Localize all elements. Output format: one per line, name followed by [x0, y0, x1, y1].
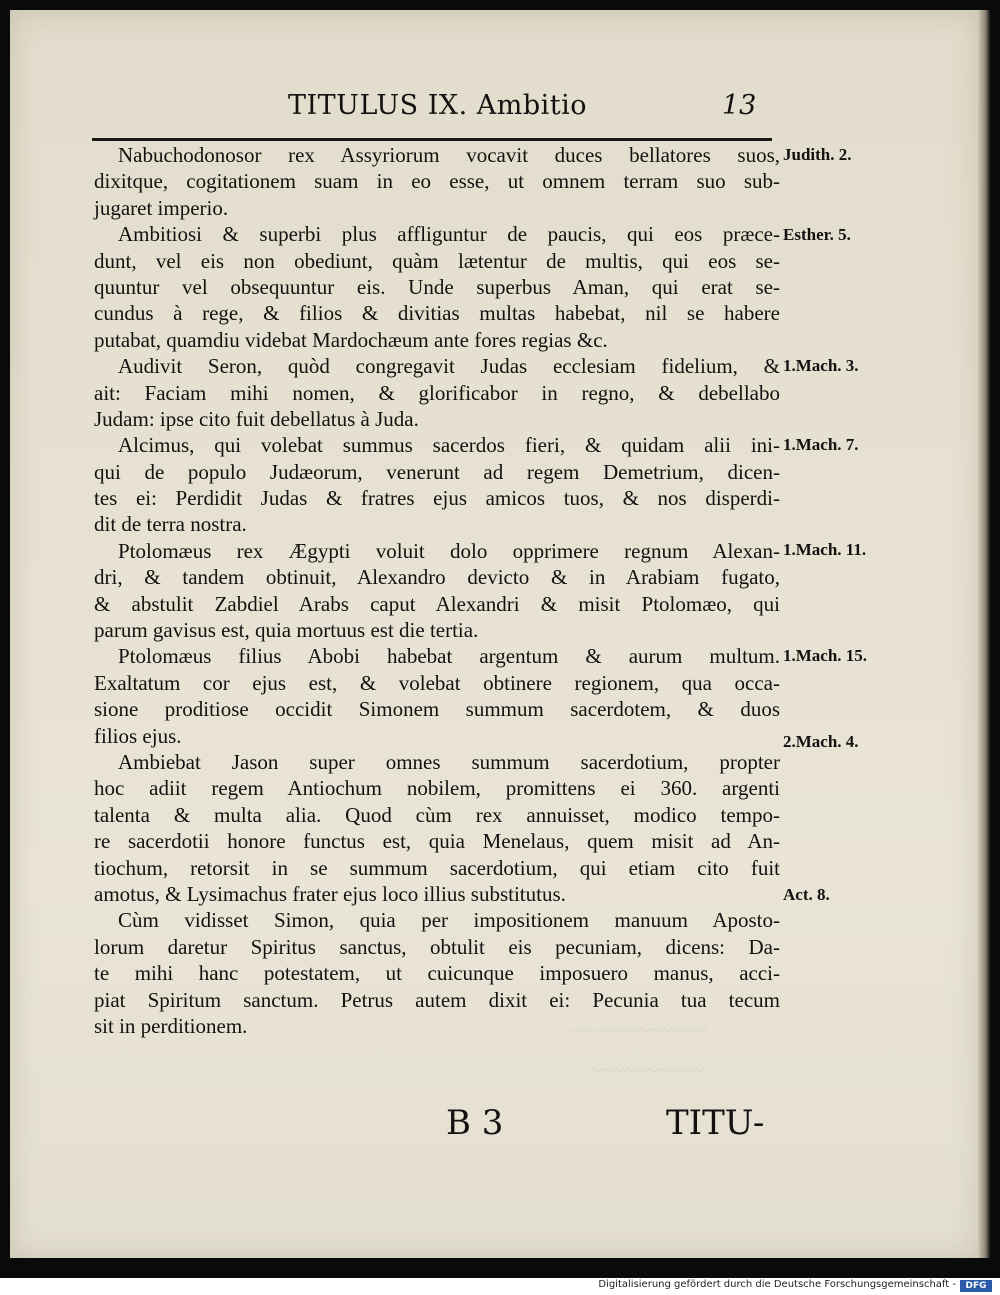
text-line: Exaltatum cor ejus est, & volebat obtinere regionem, qua occa- — [94, 670, 780, 695]
text-line: talenta & multa alia. Quod cùm rex annuisset, modico tempo- — [94, 802, 780, 827]
text-line: sione proditiose occidit Simonem summum sacerdotem, & duos — [94, 697, 780, 722]
text-line: Nabuchodonosor rex Assyriorum vocavit duces bellatores suos, — [118, 143, 780, 167]
text-line: dixitque, cogitationem suam in eo esse, ut omnem terram suo sub- — [94, 169, 780, 194]
text-line: cundus à rege, & filios & divitias multas habebat, nil se habere — [94, 301, 780, 326]
text-line: Ptolomæus filius Abobi habebat argentum & aurum multum. — [118, 644, 780, 669]
text-line: Alcimus, qui volebat summus sacerdos fieri, & quidam alii ini- — [118, 433, 780, 458]
text-line: jugaret imperio. — [94, 195, 229, 220]
text-line: dri, & tandem obtinuit, Alexandro devicto & in Arabiam fugato, — [94, 565, 780, 590]
text-line: te mihi hanc potestatem, ut cuicunque imposuero manus, acci- — [94, 961, 780, 986]
page-edge-shadow — [978, 10, 990, 1258]
digitization-footer — [0, 1278, 1000, 1295]
book-page — [10, 10, 978, 1258]
show-through-text: ~~~~~~~~~~~~ — [570, 1018, 707, 1042]
text-line: ait: Faciam mihi nomen, & glorificabor in regno, & debellabo — [94, 380, 780, 405]
running-title: TITULUS IX. Ambitio — [288, 90, 588, 121]
text-line: Cùm vidisset Simon, quia per impositionem manuum Aposto- — [118, 908, 780, 933]
text-line: putabat, quamdiu videbat Mardochæum ante fores regias &c. — [94, 327, 608, 352]
margin-reference: 2.Mach. 4. — [783, 732, 859, 751]
text-line: lorum daretur Spiritus sanctus, obtulit eis pecuniam, dicens: Da- — [94, 934, 780, 959]
text-line: parum gavisus est, quia mortuus est die tertia. — [94, 618, 479, 643]
margin-reference: 1.Mach. 15. — [783, 646, 868, 665]
text-line: hoc adiit regem Antiochum nobilem, promittens ei 360. argenti — [94, 776, 780, 801]
margin-reference: 1.Mach. 7. — [783, 435, 859, 454]
dfg-logo: DFG — [960, 1280, 992, 1292]
text-line: quuntur vel obsequuntur eis. Unde superbus Aman, qui erat se- — [94, 274, 780, 299]
signature-mark: B 3 — [446, 1103, 504, 1143]
text-line: re sacerdotii honore functus est, quia Menelaus, quem misit ad An- — [94, 829, 780, 854]
text-line: dit de terra nostra. — [94, 512, 247, 537]
text-line: Ambitiosi & superbi plus affliguntur de paucis, qui eos præce- — [118, 222, 780, 247]
show-through-text: ~~~~~~~~~~ — [590, 1058, 704, 1082]
text-line: tiochum, retorsit in se summum sacerdotium, qui etiam cito fuit — [94, 855, 780, 880]
margin-reference: Esther. 5. — [783, 225, 851, 244]
body-text — [94, 142, 780, 1039]
text-line: tes ei: Perdidit Judas & fratres ejus amicos tuos, & nos disperdi- — [94, 486, 780, 511]
text-line: Audivit Seron, quòd congregavit Judas ecclesiam fidelium, & — [118, 354, 780, 379]
margin-reference: 1.Mach. 3. — [783, 356, 859, 375]
text-line: dunt, vel eis non obediunt, quàm lætentur de multis, qui eos se- — [94, 248, 780, 273]
text-line: Judam: ipse cito fuit debellatus à Juda. — [94, 406, 419, 431]
text-line: piat Spiritum sanctum. Petrus autem dixit ei: Pecunia tua tecum — [94, 987, 780, 1012]
text-line: & abstulit Zabdiel Arabs caput Alexandri & misit Ptolomæo, qui — [94, 591, 780, 616]
margin-reference: Act. 8. — [783, 885, 830, 904]
text-line: sit in perditionem. — [94, 1013, 248, 1038]
margin-reference: Judith. 2. — [783, 145, 852, 164]
text-line: Ptolomæus rex Ægypti voluit dolo opprimere regnum Alexan- — [118, 538, 780, 563]
header-rule — [92, 138, 772, 141]
margin-reference: 1.Mach. 11. — [783, 540, 867, 559]
text-line: amotus, & Lysimachus frater ejus loco illius substitutus. — [94, 881, 566, 906]
catchword: TITU- — [666, 1103, 765, 1143]
text-line: filios ejus. — [94, 723, 182, 748]
page-number: 13 — [722, 90, 757, 121]
text-line: Ambiebat Jason super omnes summum sacerdotium, propter — [118, 749, 780, 774]
text-line: qui de populo Judæorum, venerunt ad regem Demetrium, dicen- — [94, 459, 780, 484]
funding-credit: Digitalisierung gefördert durch die Deutsche Forschungsgemeinschaft - — [598, 1279, 956, 1290]
